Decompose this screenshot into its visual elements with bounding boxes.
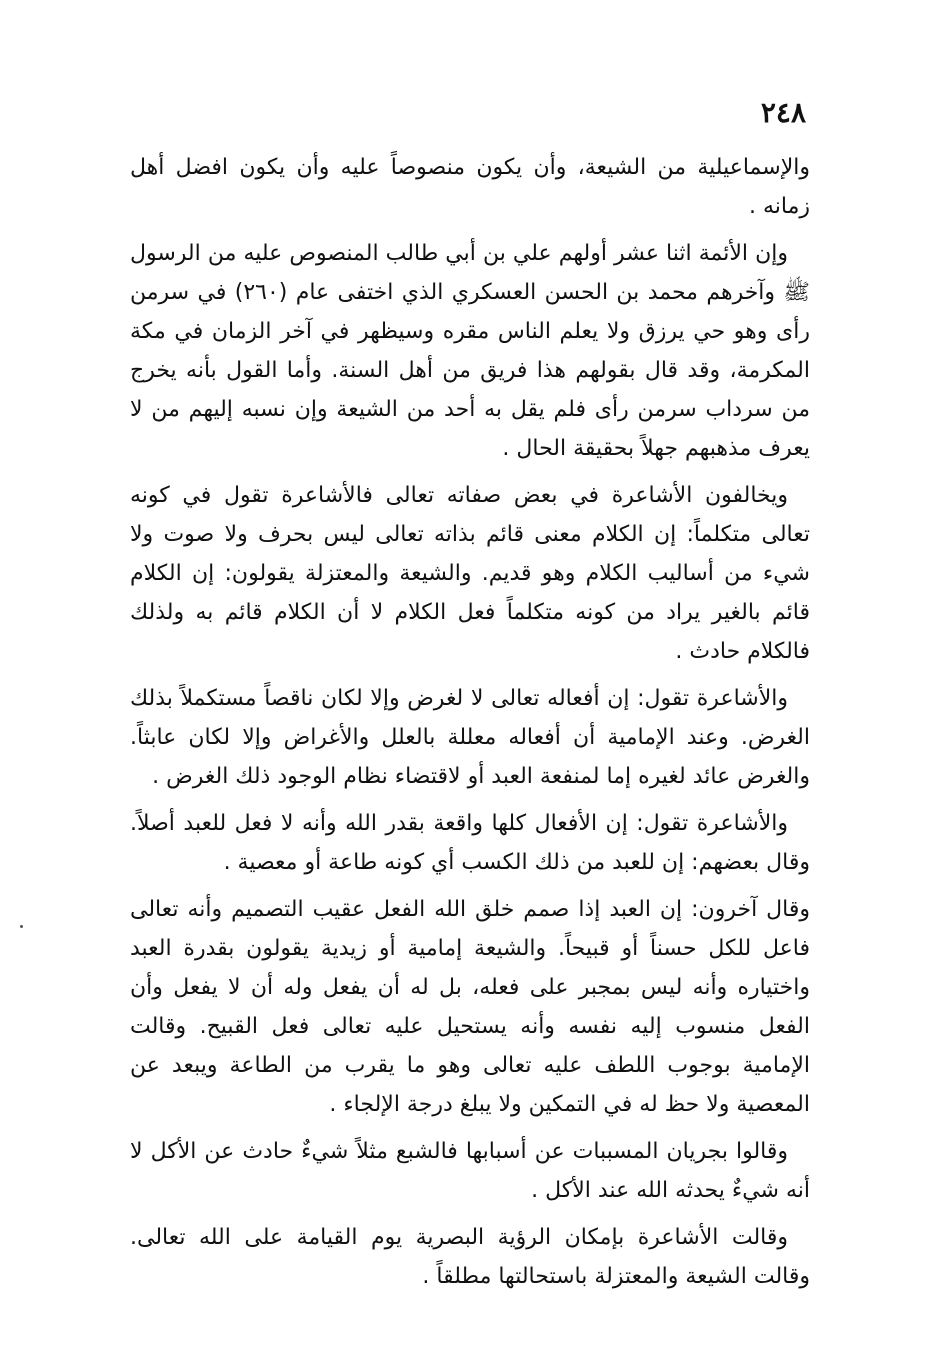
scan-speck <box>20 925 23 928</box>
body-text <box>130 148 810 1304</box>
paragraph-1: والإسماعيلية من الشيعة، وأن يكون منصوصاً عليه وأن يكون افضل أهل زمانه . <box>130 155 810 219</box>
paragraph-2: وإن الأئمة اثنا عشر أولهم علي بن أبي طالب المنصوص عليه من الرسول ﷺ وآخرهم محمد بن الحسن العسكري الذي اختفى عام (٢٦٠) في سرمن رأى وهو حي يرزق ولا يعلم الناس مقره وسيظهر في آخر الزمان في مكة المكرمة، وقد قال بقولهم هذا فريق من أهل السنة. وأما القول بأنه يخرج من سرداب سرمن رأى فلم يقل به أحد من الشيعة وإن نسبه إليهم من لا يعرف مذهبهم جهلاً بحقيقة الحال . <box>130 241 810 461</box>
paragraph-5: والأشاعرة تقول: إن الأفعال كلها واقعة بقدر الله وأنه لا فعل للعبد أصلاً. وقال بعضهم: إن للعبد من ذلك الكسب أي كونه طاعة أو معصية . <box>130 811 810 875</box>
paragraph-6: وقال آخرون: إن العبد إذا صمم خلق الله الفعل عقيب التصميم وأنه تعالى فاعل للكل حسناً أو قبيحاً. والشيعة إمامية أو زيدية يقولون بقدرة العبد واختياره وأنه ليس بمجبر على فعله، بل له أن يفعل وله أن لا يفعل وأن الفعل منسوب إليه نفسه وأنه يستحيل عليه تعالى فعل القبيح. وقالت الإمامية بوجوب اللطف عليه تعالى وهو ما يقرب من الطاعة ويبعد عن المعصية ولا حظ له في التمكين ولا يبلغ درجة الإلجاء . <box>130 897 810 1117</box>
paragraph-8: وقالت الأشاعرة بإمكان الرؤية البصرية يوم القيامة على الله تعالى. وقالت الشيعة والمعتزلة باستحالتها مطلقاً . <box>130 1225 810 1289</box>
paragraph-3: ويخالفون الأشاعرة في بعض صفاته تعالى فالأشاعرة تقول في كونه تعالى متكلماً: إن الكلام معنى قائم بذاته تعالى ليس بحرف ولا صوت ولا شيء من أساليب الكلام وهو قديم. والشيعة والمعتزلة يقولون: إن الكلام قائم بالغير يراد من كونه متكلماً فعل الكلام لا أن الكلام قائم به ولذلك فالكلام حادث . <box>130 483 810 664</box>
paragraph-4: والأشاعرة تقول: إن أفعاله تعالى لا لغرض وإلا لكان ناقصاً مستكملاً بذلك الغرض. وعند الإمامية أن أفعاله معللة بالعلل والأغراض وإلا لكان عابثاً. والغرض عائد لغيره إما لمنفعة العبد أو لاقتضاء نظام الوجود ذلك الغرض . <box>130 686 810 789</box>
paragraph-7: وقالوا بجريان المسببات عن أسبابها فالشبع مثلاً شيءٌ حادث عن الأكل لا أنه شيءٌ يحدثه الله عند الأكل . <box>130 1139 810 1203</box>
page-number: ٢٤٨ <box>760 96 806 129</box>
